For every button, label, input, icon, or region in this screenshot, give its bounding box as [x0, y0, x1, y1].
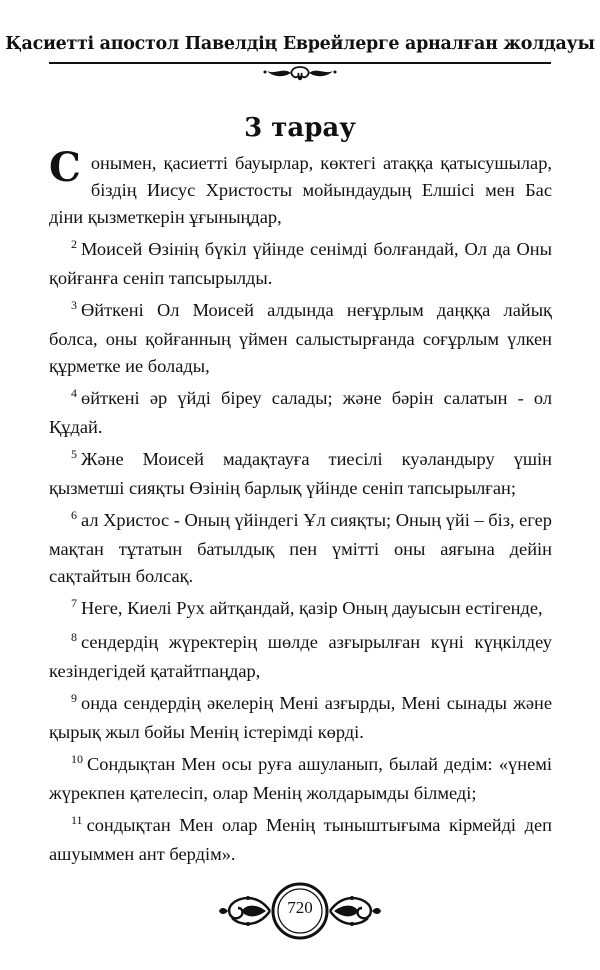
verse-6 — [49, 507, 552, 590]
chapter-body — [49, 144, 552, 873]
verse-text: Моисей Өзінің бүкіл үйінде сенімді болғандай, Ол да Оны қойғанға сеніп тапсырылды. — [49, 239, 552, 288]
verse-number: 6 — [71, 508, 77, 522]
drop-cap: С — [49, 144, 81, 191]
verse-text: Неге, Киелі Рух айтқандай, қазір Оның дауысын естігенде, — [81, 598, 543, 618]
verse-text: онда сендердің әкелерің Мені азғырды, Мені сынады және қырық жыл бойы Менің істерімді көрді. — [49, 693, 552, 742]
verse-3 — [49, 297, 552, 380]
verse-2 — [49, 236, 552, 292]
verse-text: Және Моисей мадақтауға тиесілі куәландыру үшін қызметші сияқты Өзінің барлық үйінде сеніп тапсырылған; — [49, 449, 552, 498]
verse-11 — [49, 812, 552, 868]
verse-8 — [49, 629, 552, 685]
verse-number: 8 — [71, 630, 77, 644]
verse-number: 10 — [71, 752, 83, 766]
verse-number: 11 — [71, 813, 83, 827]
chapter-title: 3 тарау — [244, 113, 356, 143]
verse-10 — [49, 751, 552, 807]
verse-text: өйткені әр үйді біреу салады; және бәрін салатын - ол Құдай. — [49, 388, 552, 437]
verse-text: сендердің жүректерің шөлде азғырылған күні күңкілдеу кезіндегідей қатайтпаңдар, — [49, 632, 552, 681]
header-ornament-icon — [255, 63, 345, 85]
verse-number: 3 — [71, 298, 77, 312]
verse-text: Өйткені Ол Моисей алдында неғұрлым даңққа лайық болса, оны қойғанның үймен салыстырғанда соғұрлым үлкен құрметке ие болады, — [49, 300, 552, 376]
verse-number: 5 — [71, 447, 77, 461]
verse-text: Сондықтан Мен осы руға ашуланып, былай дедім: «үнемі жүрекпен қателесіп, олар Менің жолдарымды білмеді; — [49, 754, 552, 803]
running-header-title: Қасиетті апостол Павелдің Еврейлерге арналған жолдауы — [5, 34, 595, 54]
verse-9 — [49, 690, 552, 746]
verse-number: 4 — [71, 386, 77, 400]
verse-text: ал Христос - Оның үйіндегі Ұл сияқты; Оның үйі – біз, егер мақтан тұтатын батылдық пен үмітті оны аяғына дейін сақтайтын болсақ. — [49, 510, 552, 586]
verse-number: 2 — [71, 237, 77, 251]
verse-5 — [49, 446, 552, 502]
verse-7 — [49, 595, 552, 624]
verse-4 — [49, 385, 552, 441]
verse-number: 7 — [71, 596, 77, 610]
verse-text: сондықтан Мен олар Менің тыныштығыма кірмейді деп ашуыммен ант бердім». — [49, 815, 552, 864]
verse-number: 9 — [71, 691, 77, 705]
verse-text: онымен, қасиетті бауырлар, көктегі атаққа қатысушылар, біздің Иисус Христосты мойындаудың Елшісі мен Бас діни қызметкерін ұғыныңдар, — [49, 153, 552, 227]
page-number: 720 — [287, 898, 313, 917]
verse-1 — [49, 144, 552, 231]
